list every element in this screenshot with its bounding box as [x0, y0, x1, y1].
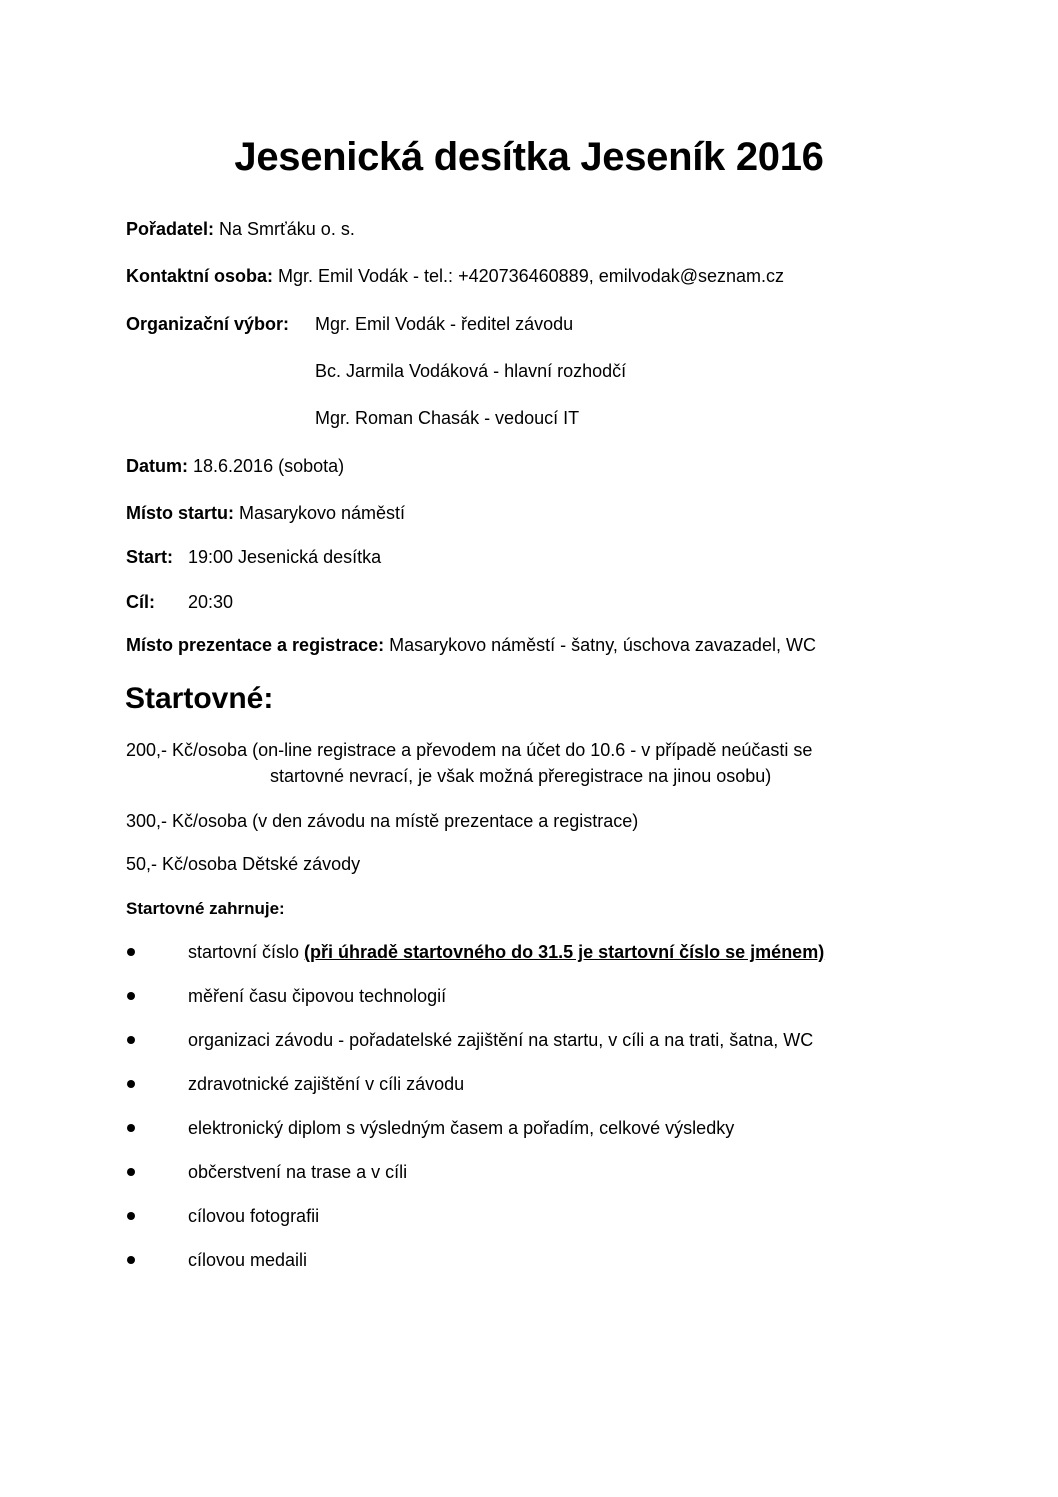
organizer-label: Pořadatel:	[126, 219, 215, 239]
contact-line	[126, 264, 784, 288]
committee-member: Mgr. Emil Vodák - ředitel závodu	[315, 314, 574, 334]
start-location-label: Místo startu:	[126, 503, 234, 523]
list-item: měření času čipovou technologií	[188, 986, 447, 1006]
fee-online: 200,- Kč/osoba (on-line registrace a převodem na účet do 10.6 - v případě neúčasti se	[126, 740, 813, 760]
fee-heading: Startovné:	[125, 682, 274, 715]
committee-member: Mgr. Roman Chasák - vedoucí IT	[315, 408, 580, 428]
registration-label: Místo prezentace a registrace:	[126, 635, 385, 655]
date-line	[126, 454, 344, 478]
bullet-icon	[127, 1212, 135, 1220]
date-value: 18.6.2016 (sobota)	[188, 456, 345, 476]
list-item-text: startovní číslo	[188, 942, 305, 962]
start-location-value: Masarykovo náměstí	[234, 503, 406, 523]
bullet-icon	[127, 1080, 135, 1088]
bullet-icon	[127, 948, 135, 956]
bullet-icon	[127, 1124, 135, 1132]
start-location-line	[126, 501, 405, 525]
list-item	[188, 940, 824, 964]
bullet-icon	[127, 1168, 135, 1176]
finish-value: 20:30	[188, 592, 234, 612]
list-item: elektronický diplom s výsledným časem a pořadím, celkové výsledky	[188, 1118, 735, 1138]
contact-value: Mgr. Emil Vodák - tel.: +420736460889, emilvodak@seznam.cz	[273, 266, 785, 286]
page-title: Jesenická desítka Jeseník 2016	[234, 135, 824, 179]
organizer-line	[126, 217, 355, 241]
finish-label: Cíl:	[126, 592, 155, 612]
bullet-icon	[127, 1256, 135, 1264]
start-label: Start:	[126, 547, 174, 567]
bullet-icon	[127, 1036, 135, 1044]
fee-onsite: 300,- Kč/osoba (v den závodu na místě prezentace a registrace)	[126, 811, 639, 831]
fee-online-continued: startovné nevrací, je však možná přeregistrace na jinou osobu)	[270, 766, 772, 786]
start-value: 19:00 Jesenická desítka	[188, 547, 382, 567]
list-item: cílovou fotografii	[188, 1206, 320, 1226]
committee-label: Organizační výbor:	[126, 314, 290, 334]
organizer-value: Na Smrťáku o. s.	[214, 219, 355, 239]
date-label: Datum:	[126, 456, 188, 476]
contact-label: Kontaktní osoba:	[126, 266, 273, 286]
list-item: zdravotnické zajištění v cíli závodu	[188, 1074, 465, 1094]
list-item: organizaci závodu - pořadatelské zajištění na startu, v cíli a na trati, šatna, WC	[188, 1030, 814, 1050]
registration-line	[126, 633, 816, 657]
includes-label: Startovné zahrnuje:	[126, 899, 285, 918]
committee-member: Bc. Jarmila Vodáková - hlavní rozhodčí	[315, 361, 627, 381]
bullet-icon	[127, 992, 135, 1000]
list-item-note: (při úhradě startovného do 31.5 je startovní číslo se jménem)	[304, 942, 825, 962]
fee-children: 50,- Kč/osoba Dětské závody	[126, 854, 361, 874]
registration-value: Masarykovo náměstí - šatny, úschova zavazadel, WC	[384, 635, 816, 655]
list-item: občerstvení na trase a v cíli	[188, 1162, 408, 1182]
list-item: cílovou medaili	[188, 1250, 308, 1270]
